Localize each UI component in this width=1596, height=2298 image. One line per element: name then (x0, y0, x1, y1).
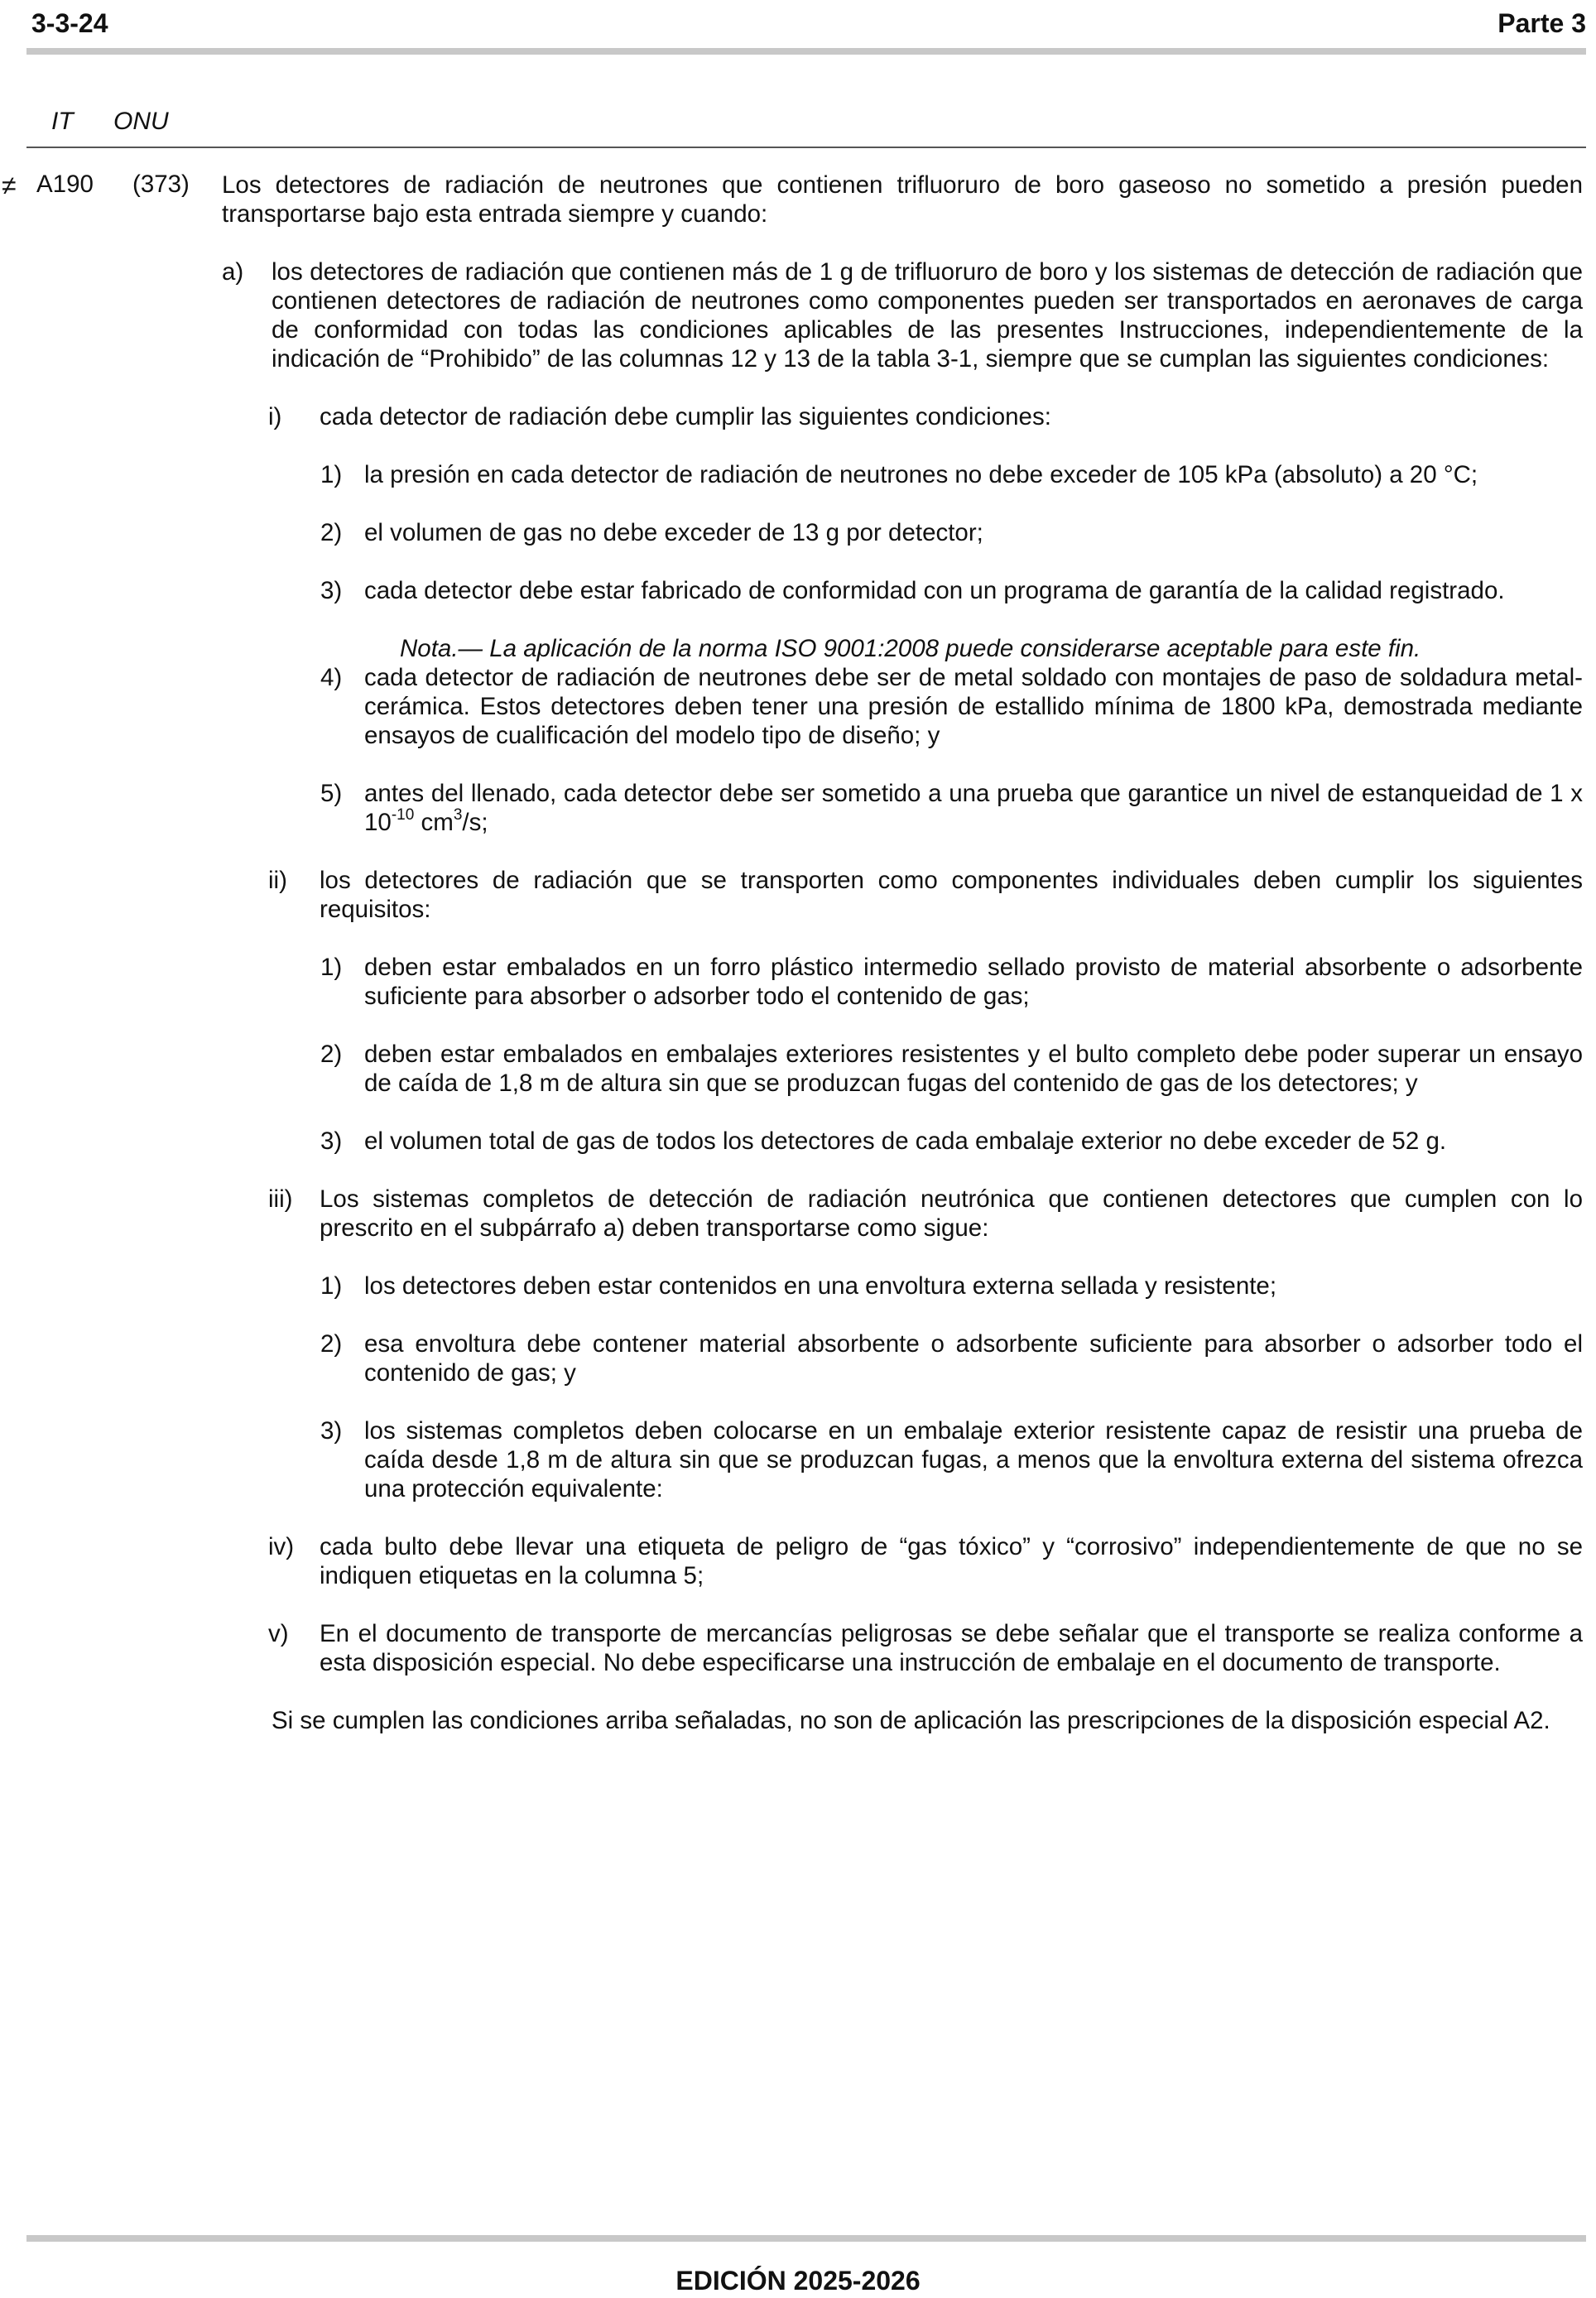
list-item-label: 3) (320, 577, 343, 604)
column-header-it: IT (51, 108, 74, 135)
item-label: v) (268, 1620, 289, 1647)
list-item-label: 3) (320, 1417, 343, 1445)
edition-label: EDICIÓN 2025-2026 (675, 2266, 921, 2296)
list-item-text: la presión en cada detector de radiación de neutrones no debe exceder de 105 kPa (absoluto) a 20 °C; (364, 461, 1478, 488)
item-text: En el documento de transporte de mercancías peligrosas se debe señalar que el transporte se realiza conforme a esta disposición especial. No debe especificarse una instrucción de embalaje en el documento de transporte. (320, 1620, 1583, 1676)
item-text: cada bulto debe llevar una etiqueta de peligro de “gas tóxico” y “corrosivo” independientemente de que no se indiquen etiquetas en la columna 5; (320, 1533, 1583, 1589)
list-item (222, 1272, 1583, 1300)
closing-paragraph: Si se cumplen las condiciones arriba señaladas, no son de aplicación las prescripciones de la disposición especial A2. (272, 1707, 1550, 1734)
note-text: Nota.— La aplicación de la norma ISO 9001:2008 puede considerarse aceptable para este fin. (400, 635, 1421, 662)
page-number: 3-3-24 (31, 8, 108, 38)
provision-body (222, 171, 1583, 1735)
list-item-label: 1) (320, 461, 343, 488)
list-item-label: 5) (320, 780, 343, 807)
list-item-label: 2) (320, 1330, 343, 1358)
subparagraph-text: los detectores de radiación que contienen más de 1 g de trifluoruro de boro y los sistemas de detección de radiación que contienen detectores de radiación de neutrones como componentes pueden ser transportados en aeronaves de carga de conformidad con todas las condiciones aplicables de las presentes Instrucciones, independientemente de la indicación de “Prohibido” de las columnas 12 y 13 de la tabla 3-1, siempre que se cumplan las siguientes condiciones: (272, 258, 1583, 373)
column-header-rule (26, 147, 1586, 148)
part-label: Parte 3 (1497, 8, 1586, 38)
list-item (222, 953, 1583, 1011)
list-item-label: 2) (320, 1041, 343, 1068)
item-label: iii) (268, 1185, 293, 1213)
special-provision-code: A190 (36, 171, 94, 198)
list-item (222, 576, 1583, 605)
unit-text: cm (414, 809, 454, 836)
subparagraph-a (222, 257, 1583, 373)
list-item (222, 460, 1583, 489)
list-item-text: el volumen total de gas de todos los detectores de cada embalaje exterior no debe exceder de 52 g. (364, 1127, 1447, 1155)
subparagraph-label: a) (222, 258, 244, 286)
list-item-text: cada detector debe estar fabricado de conformidad con un programa de garantía de la calidad registrado. (364, 577, 1505, 604)
list-item-label: 4) (320, 664, 343, 691)
list-item (222, 518, 1583, 547)
un-provision-number: (373) (132, 171, 190, 198)
footer-rule (26, 2235, 1586, 2242)
item-text: cada detector de radiación debe cumplir las siguientes condiciones: (320, 403, 1051, 430)
list-item-text: los detectores deben estar contenidos en una envoltura externa sellada y resistente; (364, 1272, 1277, 1300)
item-text: Los sistemas completos de detección de radiación neutrónica que contienen detectores que cumplen con lo prescrito en el subpárrafo a) deben transportarse como sigue: (320, 1185, 1583, 1242)
header-rule (26, 48, 1586, 55)
item-text: los detectores de radiación que se transporten como componentes individuales deben cumplir los siguientes requisitos: (320, 867, 1583, 923)
list-item (222, 1416, 1583, 1503)
list-item-text: deben estar embalados en un forro plástico intermedio sellado provisto de material absorbente o adsorbente suficiente para absorber o adsorber todo el contenido de gas; (364, 954, 1583, 1010)
list-item-text: el volumen de gas no debe exceder de 13 g por detector; (364, 519, 983, 546)
unit-exponent: 3 (453, 806, 463, 824)
list-item-label: 1) (320, 1272, 343, 1300)
unit-suffix: /s; (462, 809, 488, 836)
item-iii (222, 1185, 1583, 1243)
item-iv (222, 1532, 1583, 1590)
provision-intro: Los detectores de radiación de neutrones que contienen trifluoruro de boro gaseoso no sometido a presión pueden transportarse bajo esta entrada siempre y cuando: (222, 171, 1583, 228)
exponent: -10 (391, 806, 415, 824)
list-item-text: cada detector de radiación de neutrones debe ser de metal soldado con montajes de paso de soldadura metal-cerámica. Estos detectores deben tener una presión de estallido mínima de 1800 kPa, demostrada mediante ensayos de cualificación del modelo tipo de diseño; y (364, 664, 1583, 749)
item-label: i) (268, 403, 282, 430)
list-item (222, 1329, 1583, 1387)
item-ii (222, 866, 1583, 924)
change-mark: ≠ (2, 171, 17, 200)
list-item (222, 779, 1583, 837)
list-item-text: esa envoltura debe contener material absorbente o adsorbente suficiente para absorber o adsorber todo el contenido de gas; y (364, 1330, 1583, 1387)
list-item-label: 1) (320, 954, 343, 981)
list-item-text: deben estar embalados en embalajes exteriores resistentes y el bulto completo debe poder superar un ensayo de caída de 1,8 m de altura sin que se produzcan fugas del contenido de gas de los detectores; y (364, 1041, 1583, 1097)
list-item (222, 1127, 1583, 1156)
list-item (222, 663, 1583, 750)
item-v (222, 1619, 1583, 1677)
item-label: iv) (268, 1533, 295, 1560)
list-item-label: 2) (320, 519, 343, 546)
item-i (222, 402, 1583, 431)
list-item (222, 1040, 1583, 1098)
column-header-onu: ONU (113, 108, 169, 135)
leak-rate-text: antes del llenado, cada detector debe ser sometido a una prueba que garantice un nivel de estanqueidad de 1 x 10 (364, 780, 1583, 836)
item-label: ii) (268, 867, 287, 894)
list-item-text (364, 779, 1583, 837)
list-item-text: los sistemas completos deben colocarse en un embalaje exterior resistente capaz de resistir una prueba de caída desde 1,8 m de altura sin que se produzcan fugas, a menos que la envoltura externa del sistema ofrezca una protección equivalente: (364, 1417, 1583, 1502)
list-item-label: 3) (320, 1127, 343, 1155)
